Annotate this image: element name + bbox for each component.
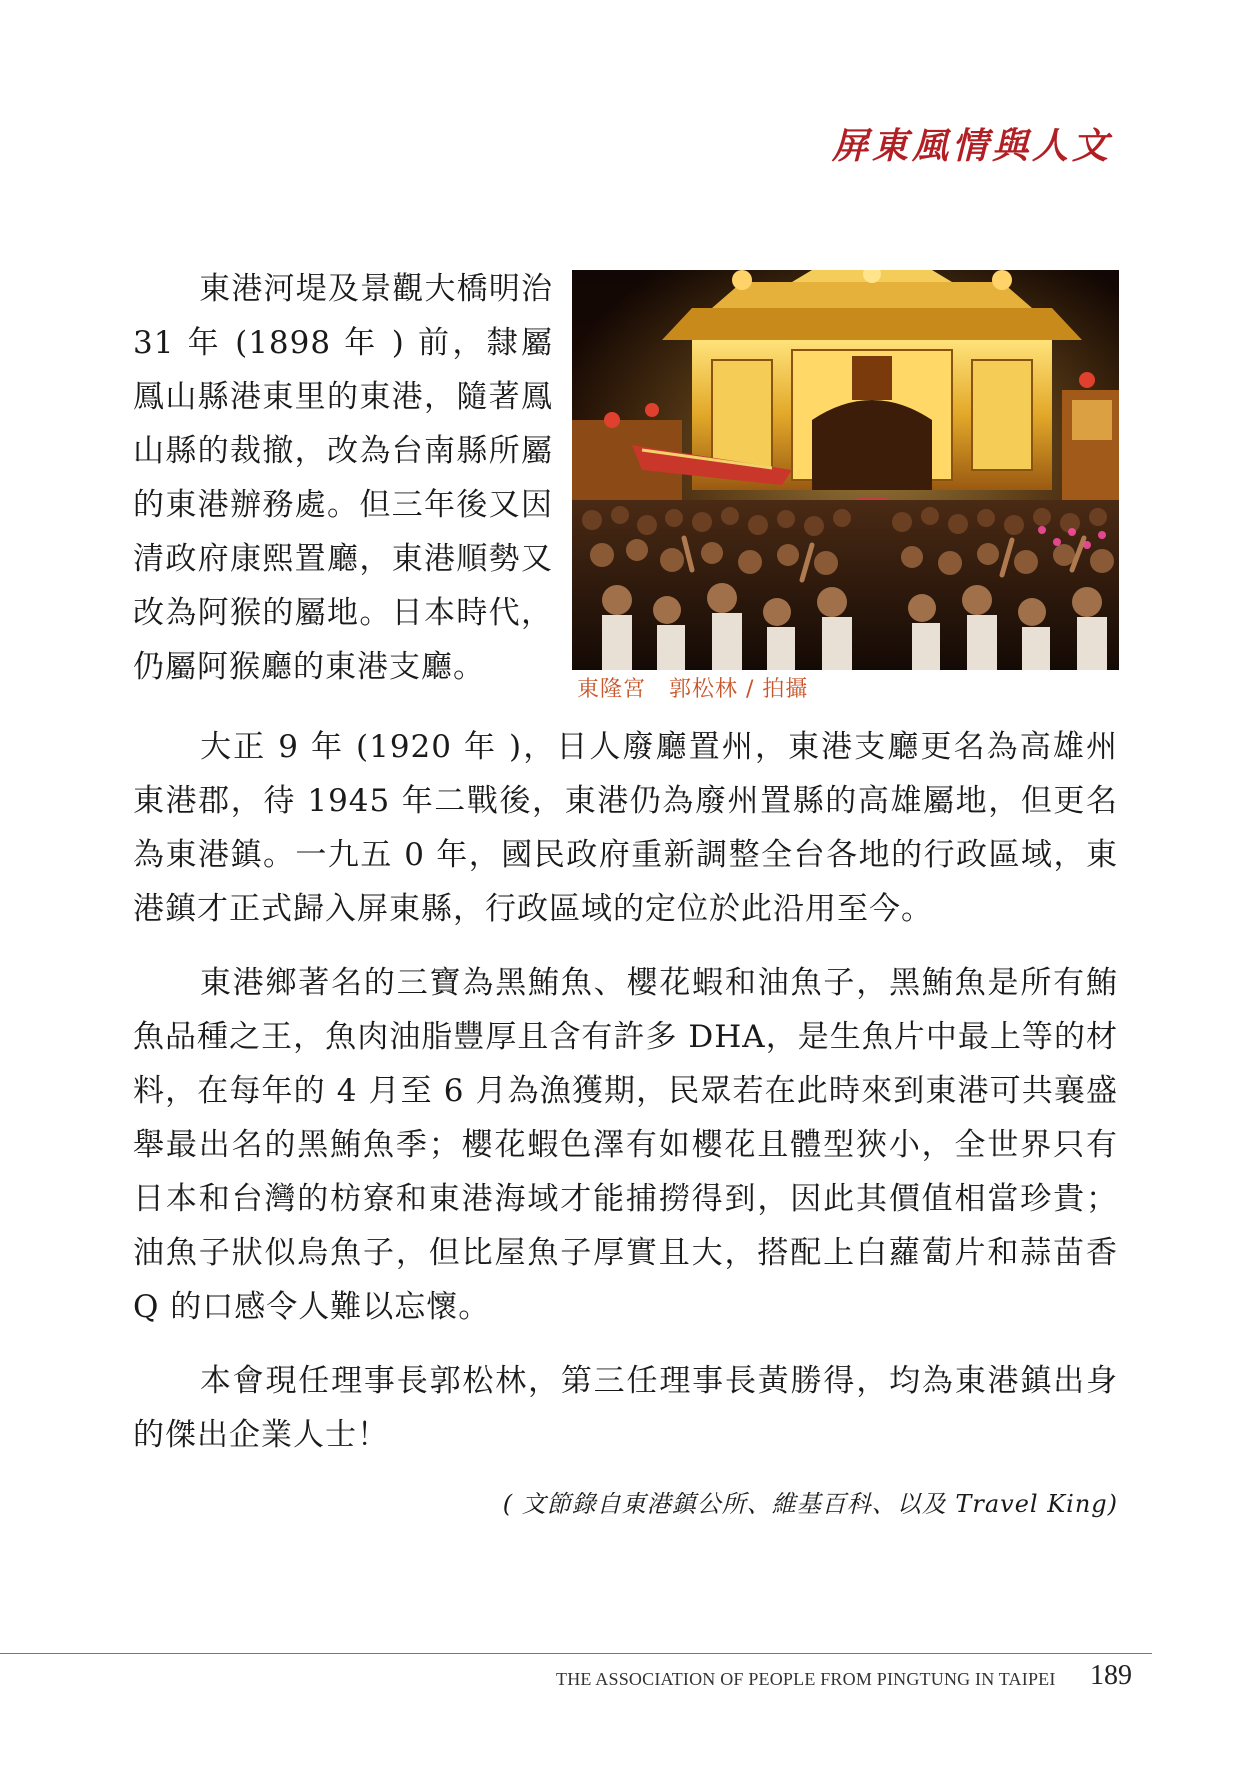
temple-photo bbox=[572, 270, 1119, 670]
paragraph-4-text: 本會現任理事長郭松林，第三任理事長黃勝得，均為東港鎮出身的傑出企業人士！ bbox=[133, 1363, 1118, 1453]
photo-caption: 東隆宮 郭松林 / 拍攝 bbox=[577, 677, 809, 702]
footer-divider bbox=[0, 1653, 1152, 1654]
paragraph-1-text: 東港河堤及景觀大橋明治 31 年 (1898 年 ) 前，隸屬鳳山縣港東里的東港，隨著鳳山縣的裁撤，改為台南縣所屬的東港辦務處。但三年後又因清政府康熙置廳，東港順勢又改為阿猴的屬地。日本時代，仍屬阿猴廳的東港支廳。 bbox=[133, 271, 553, 685]
article-paragraph-1 bbox=[133, 262, 553, 694]
article-paragraph-4 bbox=[133, 1354, 1118, 1462]
article-paragraph-2 bbox=[133, 720, 1118, 936]
footer-association-name: THE ASSOCIATION OF PEOPLE FROM PINGTUNG IN TAIPEI bbox=[556, 1669, 1056, 1689]
page-number: 189 bbox=[1090, 1660, 1132, 1691]
temple-photo-illustration bbox=[572, 270, 1119, 670]
paragraph-3-text: 東港鄉著名的三寶為黑鮪魚、櫻花蝦和油魚子，黑鮪魚是所有鮪魚品種之王，魚肉油脂豐厚且含有許多 DHA，是生魚片中最上等的材料，在每年的 4 月至 6 月為漁獲期，民眾若在此時來到東港可共襄盛舉最出名的黑鮪魚季；櫻花蝦色澤有如櫻花且體型狹小，全世界只有日本和台灣的枋寮和東港海域才能捕撈得到，因此其價值相當珍貴；油魚子狀似烏魚子，但比屋魚子厚實且大，搭配上白蘿蔔片和蒜苗香 Q 的口感令人難以忘懷。 bbox=[133, 965, 1118, 1325]
running-header-title: 屏東風情與人文 bbox=[831, 125, 1112, 167]
paragraph-2-text: 大正 9 年 (1920 年 )，日人廢廳置州，東港支廳更名為高雄州東港郡，待 1945 年二戰後，東港仍為廢州置縣的高雄屬地，但更名為東港鎮。一九五 0 年，國民政府重新調整全台各地的行政區域，東港鎮才正式歸入屏東縣，行政區域的定位於此沿用至今。 bbox=[133, 729, 1118, 927]
article-paragraph-3 bbox=[133, 956, 1118, 1334]
source-note: ( 文節錄自東港鎮公所、維基百科、以及 Travel King) bbox=[502, 1490, 1118, 1518]
